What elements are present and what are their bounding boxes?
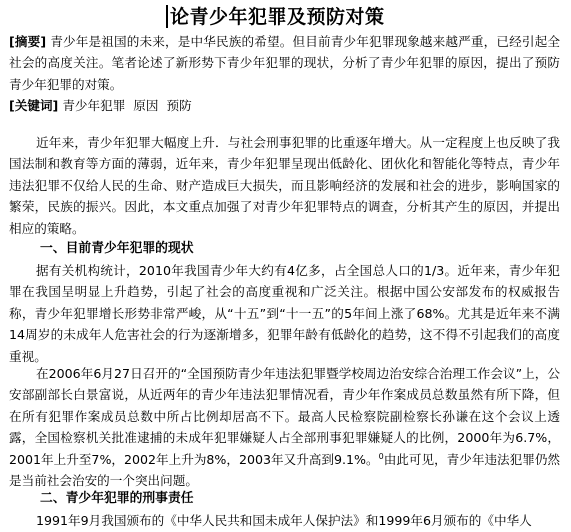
section-1-paragraph-2 — [9, 363, 560, 491]
abstract-paragraph — [9, 31, 560, 95]
section-2-paragraph-1: 1991年9月我国颁布的《中华人民共和国未成年人保护法》和1999年6月颁布的《中华人 — [36, 513, 532, 528]
document-title: 论青少年犯罪及预防对策 — [170, 6, 385, 28]
abstract-tag: [摘要] — [9, 34, 47, 49]
section-1-paragraph-2-main: 在2006年6月27日召开的“全国预防青少年违法犯罪暨学校周边治安综合治理工作会议”上，公安部副部长白景富说，从近两年的青少年违法犯罪情况看，青少年作案成员总数虽然有所下降，但在所有犯罪作案成员总数中所占比例却居高不下。最高人民检察院副检察长孙谦在这个会议上透露，全国检察机关批准逮捕的未成年犯罪嫌疑人占全部刑事犯罪嫌疑人的比例，2000年为6.7%，2001年上升至7%，2002年上升为8%，2003年又升高到9.1%。 — [9, 366, 560, 467]
section-1-heading: 一、目前青少年犯罪的现状 — [40, 241, 194, 256]
text-cursor — [166, 5, 168, 28]
keywords-text: 青少年犯罪 原因 预防 — [62, 98, 192, 113]
abstract-text: 青少年是祖国的未来，是中华民族的希望。但目前青少年犯罪现象越来越严重，已经引起全社会的高度关注。笔者论述了新形势下青少年犯罪的现状，分析了青少年犯罪的原因，提出了预防青少年犯罪的对策。 — [9, 34, 560, 92]
keywords-paragraph — [9, 95, 560, 116]
section-1-paragraph-2-tail: 由此可见，青少年违法犯罪仍然是当前社会治安的一个突出问题。 — [9, 451, 561, 489]
section-1-paragraph-1: 据有关机构统计，2010年我国青少年大约有4亿多，占全国总人口的1/3。近年来，青少年犯罪在我国呈明显上升趋势，引起了社会的高度重视和广泛关注。根据中国公安部发布的权威报告称，青少年犯罪增长形势非常严峻，从“十五”到“十一五”的5年间上涨了68%。尤其是近年来不满14周岁的未成年人危害社会的行为逐渐增多，犯罪年龄有低龄化的趋势，这不得不引起我们的高度重视。 — [9, 263, 560, 364]
intro-paragraph: 近年来，青少年犯罪大幅度上升．与社会刑事犯罪的比重逐年增大。从一定程度上也反映了我国法制和教育等方面的薄弱，近年来，青少年犯罪呈现出低龄化、团伙化和智能化等特点，青少年违法犯罪不仅给人民的生命、财产造成巨大损失，而且影响经济的发展和社会的进步，影响国家的繁荣，民族的振兴。因此，本文重点加强了对青少年犯罪特点的调查，分析其产生的原因，并提出相应的策略。 — [9, 135, 560, 236]
footnote-marker: 0 — [378, 451, 384, 461]
keywords-tag: [关键词] — [9, 98, 59, 113]
section-2-heading: 二、青少年犯罪的刑事责任 — [40, 491, 194, 506]
